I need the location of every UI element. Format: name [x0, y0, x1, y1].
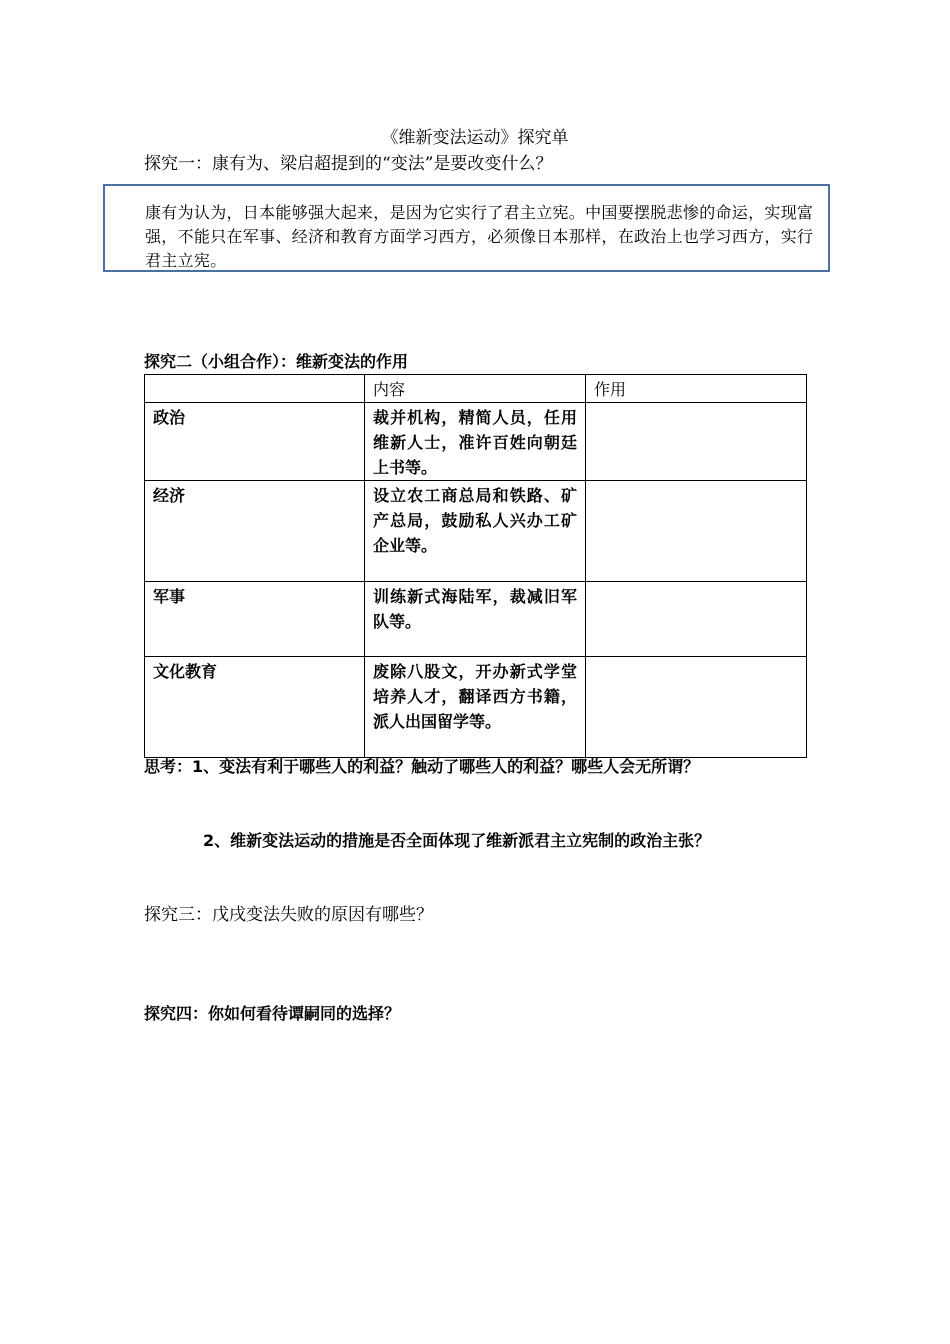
table-row [145, 403, 807, 481]
inquiry-1-text-box [103, 184, 830, 272]
table-row [145, 481, 807, 582]
category-cell: 军事 [145, 582, 365, 657]
measures-table [144, 374, 807, 758]
table-row [145, 582, 807, 657]
effect-cell[interactable] [586, 481, 807, 582]
inquiry-4-heading: 探究四：你如何看待谭嗣同的选择？ [144, 1004, 401, 1023]
table-row [145, 657, 807, 758]
category-cell: 政治 [145, 403, 365, 481]
inquiry-1-heading: 探究一：康有为、梁启超提到的“变法”是要改变什么？ [144, 154, 553, 174]
content-cell: 废除八股文，开办新式学堂培养人才，翻译西方书籍，派人出国留学等。 [365, 657, 586, 758]
category-cell: 文化教育 [145, 657, 365, 758]
effect-cell[interactable] [586, 403, 807, 481]
inquiry-3-heading: 探究三：戊戌变法失败的原因有哪些？ [144, 905, 433, 925]
page-title: 《维新变法运动》探究单 [381, 128, 569, 148]
think-question-1: 思考：1、变法有利于哪些人的利益？触动了哪些人的利益？哪些人会无所谓？ [144, 757, 700, 776]
header-cell-content: 内容 [365, 375, 586, 403]
content-cell: 训练新式海陆军，裁减旧军队等。 [365, 582, 586, 657]
header-cell-effect: 作用 [586, 375, 807, 403]
effect-cell[interactable] [586, 582, 807, 657]
think-question-2: 2、维新变法运动的措施是否全面体现了维新派君主立宪制的政治主张？ [203, 831, 711, 850]
effect-cell[interactable] [586, 657, 807, 758]
category-cell: 经济 [145, 481, 365, 582]
inquiry-1-text: 康有为认为，日本能够强大起来，是因为它实行了君主立宪。中国要摆脱悲惨的命运，实现富强，不能只在军事、经济和教育方面学习西方，必须像日本那样，在政治上也学习西方，实行君主立宪。 [145, 203, 814, 270]
inquiry-2-heading: 探究二（小组合作）：维新变法的作用 [144, 352, 409, 371]
header-cell-category [145, 375, 365, 403]
content-cell: 裁并机构，精简人员，任用维新人士，准许百姓向朝廷上书等。 [365, 403, 586, 481]
table-header-row [145, 375, 807, 403]
content-cell: 设立农工商总局和铁路、矿产总局，鼓励私人兴办工矿企业等。 [365, 481, 586, 582]
